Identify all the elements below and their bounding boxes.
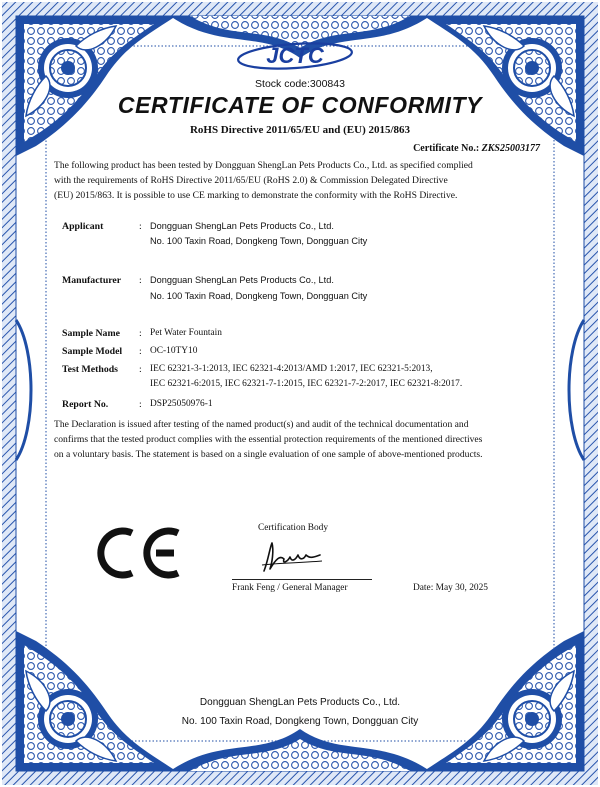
stock-code: Stock code:300843	[255, 78, 345, 90]
certificate-subtitle: RoHS Directive 2011/65/EU and (EU) 2015/863	[189, 124, 411, 136]
certificate-title: CERTIFICATE OF CONFORMITY	[117, 92, 483, 118]
ce-mark	[92, 527, 182, 579]
sample-name-value: Pet Water Fountain	[150, 328, 222, 338]
declaration-paragraph	[54, 417, 554, 462]
sample-name-label: Sample Name	[62, 328, 120, 339]
report-no-value: DSP25050976-1	[150, 399, 213, 409]
signature-line	[232, 579, 372, 580]
certification-body-label: Certification Body	[258, 523, 329, 533]
signer-name: Frank Feng / General Manager	[232, 583, 348, 593]
certificate-number-label: Certificate No.:	[413, 143, 480, 154]
test-methods-colon: :	[139, 364, 142, 375]
certificate-number	[413, 143, 540, 154]
intro-paragraph	[54, 158, 554, 203]
declaration-line: on a voluntary basis. The statement is based on a single evaluation of one sample of above-mentioned products.	[54, 449, 483, 460]
sample-model-value: OC-10TY10	[150, 346, 198, 356]
declaration-line: confirms that the tested product complies with the essential protection requirements of the mentioned directives	[54, 434, 483, 445]
manufacturer-name: Dongguan ShengLan Pets Products Co., Ltd.	[150, 275, 334, 285]
manufacturer-address: No. 100 Taxin Road, Dongkeng Town, Dongguan City	[150, 291, 368, 301]
declaration-line: The Declaration is issued after testing of the named product(s) and audit of the technical documentation and	[54, 419, 469, 430]
applicant-colon: :	[139, 221, 142, 232]
sample-name-colon: :	[139, 328, 142, 339]
logo-text: JCTC	[266, 43, 324, 68]
applicant-name: Dongguan ShengLan Pets Products Co., Ltd.	[150, 221, 334, 231]
test-methods-line: IEC 62321-6:2015, IEC 62321-7-1:2015, IEC 62321-7-2:2017, IEC 62321-8:2017.	[150, 379, 463, 389]
intro-line: with the requirements of RoHS Directive 2011/65/EU (RoHS 2.0) & Commission Delegated Directive	[54, 175, 448, 186]
test-methods-label: Test Methods	[62, 364, 118, 375]
intro-line: The following product has been tested by Dongguan ShengLan Pets Products Co., Ltd. as specified complied	[54, 160, 473, 171]
manufacturer-label: Manufacturer	[62, 275, 122, 286]
test-methods-line: IEC 62321-3-1:2013, IEC 62321-4:2013/AMD 1:2017, IEC 62321-5:2013,	[150, 364, 433, 374]
applicant-address: No. 100 Taxin Road, Dongkeng Town, Dongguan City	[150, 236, 368, 246]
signature	[258, 537, 328, 577]
report-no-label: Report No.	[62, 399, 109, 410]
footer-company: Dongguan ShengLan Pets Products Co., Ltd.	[199, 697, 401, 708]
intro-line: (EU) 2015/863. It is possible to use CE marking to demonstrate the conformity with the RoHS Directive.	[54, 190, 458, 201]
footer-address: No. 100 Taxin Road, Dongkeng Town, Dongguan City	[181, 716, 419, 727]
issue-date: Date: May 30, 2025	[413, 583, 488, 593]
jctc-logo	[236, 41, 354, 71]
report-no-colon: :	[139, 399, 142, 410]
applicant-label: Applicant	[62, 221, 104, 232]
sample-model-colon: :	[139, 346, 142, 357]
sample-model-label: Sample Model	[62, 346, 123, 357]
certificate-number-value: ZKS25003177	[481, 143, 540, 154]
manufacturer-colon: :	[139, 275, 142, 286]
